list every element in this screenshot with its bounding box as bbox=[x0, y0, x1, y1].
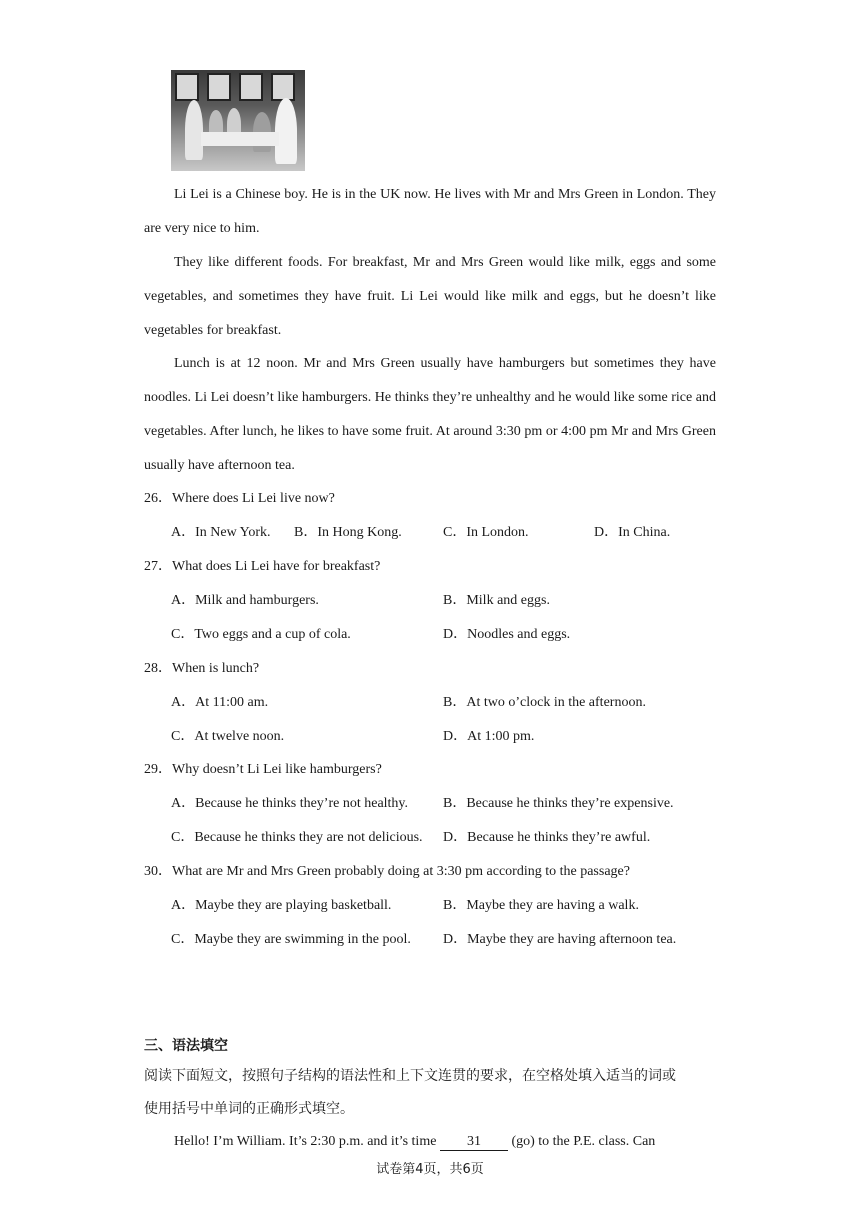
question-29-option-b: B．Because he thinks they’re expensive. bbox=[443, 796, 674, 811]
page-footer: 试卷第4页，共6页 bbox=[376, 1162, 484, 1177]
question-26-option-a: A．In New York. bbox=[171, 525, 271, 540]
question-30-option-b: B．Maybe they are having a walk. bbox=[443, 898, 639, 913]
question-27-option-d: D．Noodles and eggs. bbox=[443, 627, 571, 642]
question-28-option-a: A．At 11:00 am. bbox=[171, 695, 269, 710]
question-29-option-c: C．Because he thinks they are not delicious. bbox=[171, 830, 423, 845]
question-30-option-a: A．Maybe they are playing basketball. bbox=[171, 898, 392, 913]
section-3-text-line bbox=[174, 1132, 716, 1152]
question-27-option-c: C．Two eggs and a cup of cola. bbox=[171, 627, 351, 642]
blank-31[interactable]: 31 bbox=[440, 1134, 508, 1151]
section-3-text-after: (go) to the P.E. class. Can bbox=[507, 1134, 656, 1149]
passage-paragraph-1: Li Lei is a Chinese boy. He is in the UK now. He lives with Mr and Mrs Green in London. They are very nice to him. bbox=[144, 187, 716, 236]
question-27-stem: 27．What does Li Lei have for breakfast? bbox=[144, 559, 381, 574]
section-3-instruction-line-2: 使用括号中单词的正确形式填空。 bbox=[144, 1101, 354, 1117]
section-3-text-before: Hello! I’m William. It’s 2:30 p.m. and it’s time bbox=[174, 1134, 440, 1149]
section-3-title: 三、语法填空 bbox=[144, 1038, 228, 1054]
family-dinner-photo bbox=[171, 70, 305, 171]
question-27-option-b: B．Milk and eggs. bbox=[443, 593, 550, 608]
question-27-option-a: A．Milk and hamburgers. bbox=[171, 593, 319, 608]
question-30-option-c: C．Maybe they are swimming in the pool. bbox=[171, 932, 411, 947]
question-26-stem: 26．Where does Li Lei live now? bbox=[144, 491, 335, 506]
question-28-option-b: B．At two o’clock in the afternoon. bbox=[443, 695, 646, 710]
question-28-option-d: D．At 1:00 pm. bbox=[443, 729, 535, 744]
passage-paragraph-2: They like different foods. For breakfast, Mr and Mrs Green would like milk, eggs and some vegetables, and sometimes they have fruit. Li Lei would like milk and eggs, but he doesn’t like vegetables for breakfast. bbox=[144, 255, 716, 338]
question-26-option-c: C．In London. bbox=[443, 525, 529, 540]
question-29-option-a: A．Because he thinks they’re not healthy. bbox=[171, 796, 409, 811]
question-26-option-d: D．In China. bbox=[594, 525, 671, 540]
question-26-option-b: B．In Hong Kong. bbox=[294, 525, 402, 540]
question-29-option-d: D．Because he thinks they’re awful. bbox=[443, 830, 651, 845]
passage-paragraph-3: Lunch is at 12 noon. Mr and Mrs Green usually have hamburgers but sometimes they have noodles. Li Lei doesn’t like hamburgers. He thinks they’re unhealthy and he would like some rice and vegetables. After lunch, he likes to have some fruit. At around 3:30 pm or 4:00 pm Mr and Mrs Green usually have afternoon tea. bbox=[144, 356, 716, 473]
question-30-stem: 30．What are Mr and Mrs Green probably doing at 3:30 pm according to the passage? bbox=[144, 864, 630, 879]
question-29-stem: 29．Why doesn’t Li Lei like hamburgers? bbox=[144, 762, 382, 777]
section-3-instruction-line-1: 阅读下面短文，按照句子结构的语法性和上下文连贯的要求，在空格处填入适当的词或 bbox=[144, 1068, 676, 1084]
question-30-option-d: D．Maybe they are having afternoon tea. bbox=[443, 932, 677, 947]
question-26-options bbox=[171, 523, 271, 543]
question-28-option-c: C．At twelve noon. bbox=[171, 729, 285, 744]
question-28-stem: 28．When is lunch? bbox=[144, 661, 260, 676]
